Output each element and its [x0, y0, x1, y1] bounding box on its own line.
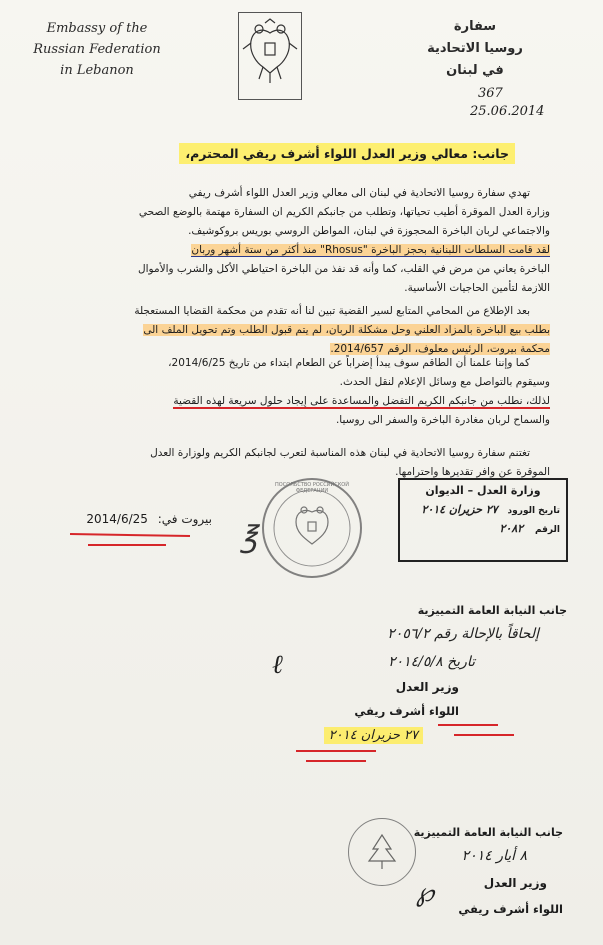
embassy-ar-line-2: روسيا الاتحادية — [427, 41, 523, 56]
stamp-number-label: الرقم — [534, 525, 560, 535]
note-2-signature: ℘ — [416, 878, 435, 908]
date-red-underline-1 — [70, 533, 190, 537]
embassy-signature: ℥ — [240, 520, 258, 555]
reference-number: 367 — [478, 86, 503, 101]
embassy-ar-line-3: في لبنان — [446, 63, 504, 78]
p1-line-1: تهدي سفارة روسيا الاتحادية في لبنان الى معالي وزير العدل اللواء أشرف ريفي — [188, 187, 530, 199]
p3-line-2: وسيقوم بالتواصل مع وسائل الإعلام لنقل الحدث. — [339, 376, 550, 388]
date-line — [72, 512, 212, 526]
body-paragraph-3 — [80, 354, 550, 392]
note-1-name-underline-2 — [454, 734, 514, 736]
salutation-line — [95, 146, 515, 161]
p1-line-5: الباخرة يعاني من مرض في القلب، كما وأنه قد نفذ من الباخرة احتياطي الأكل والشرب والأموال — [138, 263, 550, 275]
note-2-name: اللواء أشرف ريفي — [458, 902, 563, 916]
coat-of-arms-emblem — [238, 12, 302, 100]
body-paragraph-1 — [80, 184, 550, 298]
seal-text: ПОСОЛЬСТВО РОССИЙСКОЙ ФЕДЕРАЦИИ — [275, 482, 349, 494]
p2-line-3: محكمة بيروت، الرئيس معلوف، الرقم 2014/657. — [330, 343, 550, 355]
embassy-name-ar — [400, 16, 550, 82]
date-value: 2014/6/25 — [86, 512, 148, 526]
embassy-en-line-1: Embassy of the — [46, 21, 148, 36]
date-red-underline-2 — [88, 544, 166, 546]
note-2-date: ٨ أيار ٢٠١٤ — [461, 848, 527, 864]
embassy-ar-line-1: سفارة — [453, 19, 497, 34]
body-paragraph-5 — [80, 444, 550, 482]
seal-eagle-icon — [264, 480, 360, 576]
p4-line-2: والسماح لربان مغادرة الباخرة والسفر الى روسيا. — [335, 414, 550, 426]
p5-line-1: تغتنم سفارة روسيا الاتحادية في لبنان هذه المناسبة لتعرب لجانبكم الكريم ولوزارة العدل — [150, 447, 530, 459]
note-1-minister: وزير العدل — [395, 680, 459, 694]
note-1-line-2: تاريخ ٢٠١٤/٥/٨ — [388, 654, 475, 670]
note-1-date-underline-2 — [306, 760, 366, 762]
embassy-en-line-2: Russian Federation — [33, 42, 161, 57]
p1-line-2: وزارة العدل الموقرة أطيب تحياتها، وتطلب من جانبكم الكريم ان السفارة مهتمة بالوضع الصحي — [138, 206, 550, 218]
stamp-date-label: تاريخ الورود — [507, 506, 560, 516]
stamp-date-row — [406, 503, 560, 516]
stamp-title: وزارة العدل – الديوان — [425, 484, 541, 497]
ministry-receipt-stamp — [398, 478, 568, 562]
p1-line-4: لقد قامت السلطات اللبنانية بحجز الباخرة "Rhosus" منذ أكثر من ستة أشهر وربان — [191, 244, 550, 256]
salutation-text: جانب: معالي وزير العدل اللواء أشرف ريفي المحترم، — [179, 143, 515, 164]
note-1-heading: جانب النيابة العامة التمييزية — [417, 604, 567, 617]
p4-line-1: لذلك، نطلب من جانبكم الكريم التفضل والمساعدة على إيجاد حلول سريعة لهذه القضية — [173, 395, 550, 407]
cedar-tree-icon — [349, 819, 415, 885]
date-label: بيروت في: — [157, 512, 212, 526]
note-2-heading: جانب النيابة العامة التمييزية — [413, 826, 563, 839]
p3-line-1: كما وإننا علمنا أن الطاقم سوف يبدأ إضراباً عن الطعام ابتداء من تاريخ 2014/6/25، — [168, 357, 530, 369]
note-1-name: اللواء أشرف ريفي — [354, 704, 459, 718]
stamp-number-row — [406, 522, 560, 535]
p2-line-2-wrap — [80, 321, 550, 340]
p1-line-3: والاجتماعي لربان الباخرة المحجوزة في لبنان، المواطن الروسي بوريس بروكوشيف. — [188, 225, 550, 237]
p1-line-6: اللازمة لتأمين الحاجيات الأساسية. — [404, 282, 550, 294]
p2-line-2: بطلب بيع الباخرة بالمزاد العلني وحل مشكلة الربان، لم يتم قبول الطلب وتم تحويل الملف الى — [143, 324, 550, 336]
note-1-date-underline-1 — [296, 750, 376, 752]
body-paragraph-4 — [80, 392, 550, 430]
body-paragraph-2 — [80, 302, 550, 359]
stamp-number-value: ٢٠٨٢ — [499, 522, 524, 535]
note-1-name-underline-1 — [438, 724, 498, 726]
embassy-seal — [262, 478, 362, 578]
p1-line-4-wrap — [80, 241, 550, 260]
note-1-date-text: ٢٧ حزيران ٢٠١٤ — [324, 727, 423, 744]
note-1-line-1: إلحاقاً بالإحالة رقم ٢٠٥٦/٢ — [387, 626, 539, 642]
note-1-signature: ℓ — [272, 650, 283, 680]
note-2-minister: وزير العدل — [483, 876, 547, 890]
embassy-en-line-3: in Lebanon — [60, 63, 134, 78]
lebanon-cedar-seal — [348, 818, 416, 886]
p2-line-1: بعد الإطلاع من المحامي المتابع لسير القضية تبين لنا أنه تقدم من محكمة القضايا المستعجلة — [134, 305, 530, 317]
p4-line-1-wrap — [80, 392, 550, 411]
double-headed-eagle-icon — [239, 13, 301, 99]
reference-date: 25.06.2014 — [470, 104, 545, 119]
p5-line-2: الموقرة عن وافر تقديرها واحترامها. — [395, 466, 550, 478]
note-1-date — [324, 728, 423, 743]
stamp-date-value: ٢٧ حزيران ٢٠١٤ — [421, 503, 498, 516]
embassy-name-en — [22, 18, 172, 81]
